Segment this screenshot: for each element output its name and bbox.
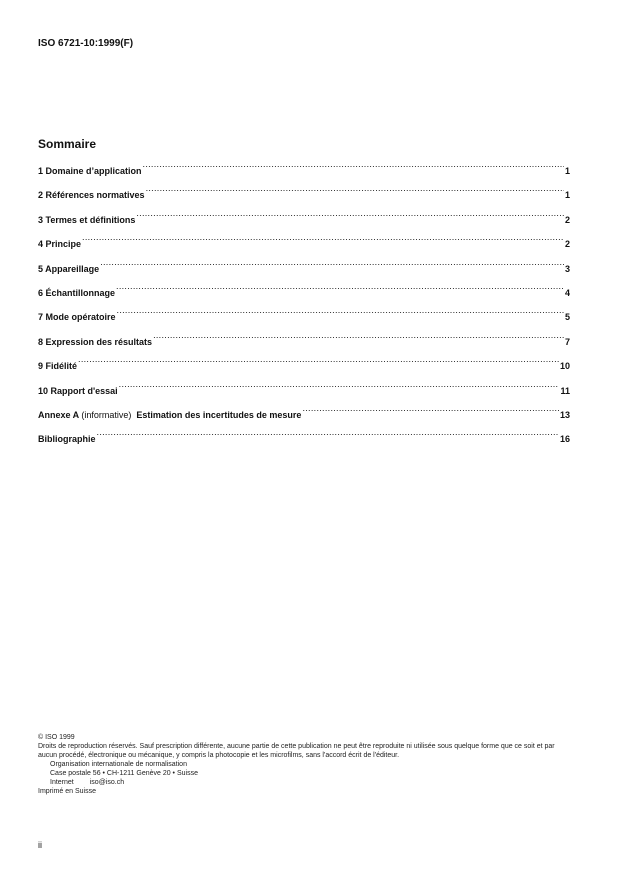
toc-entry-page: 16 (559, 434, 570, 445)
toc-entry-2[interactable] (38, 188, 570, 212)
toc-entry-5[interactable] (38, 262, 570, 286)
toc-entry-label: 8 Expression des résultats (38, 336, 153, 347)
toc-entry-6[interactable] (38, 286, 570, 310)
toc-entry-label: 9 Fidélité (38, 361, 78, 372)
toc-entry-label: 10 Rapport d'essai (38, 385, 118, 396)
toc-leader (136, 211, 564, 221)
toc-leader (116, 284, 564, 294)
toc-entry-8[interactable] (38, 335, 570, 359)
annex-title: Estimation des incertitudes de mesure (136, 409, 302, 420)
toc-entry-page: 1 (564, 166, 570, 176)
toc-entry-label: 4 Principe (38, 239, 82, 250)
toc-leader (302, 406, 559, 416)
toc-leader (117, 308, 564, 318)
toc-entry-1[interactable] (38, 164, 570, 188)
toc-leader (100, 260, 564, 270)
toc-entry-page: 11 (560, 385, 570, 396)
toc-leader (153, 333, 564, 343)
toc-entry-7[interactable] (38, 310, 570, 334)
toc-leader (119, 382, 560, 392)
toc-entry-bibliography[interactable] (38, 432, 570, 456)
internet-contact (38, 778, 573, 787)
rights-text: Droits de reproduction réservés. Sauf prescription différente, aucune partie de cette publication ne peut être reproduite ni utilisée sous quelque forme que ce soit et par aucun procédé, électronique ou mécanique, y compris la photocopie et les microfilms, sans l'accord écrit de l'éditeur. (38, 743, 555, 759)
toc-entry-page: 3 (564, 263, 570, 274)
toc-entry-3[interactable] (38, 213, 570, 237)
toc-entry-page: 4 (564, 287, 570, 298)
toc-leader (146, 186, 564, 196)
annex-label: Annexe A (38, 409, 79, 420)
copyright-notice (38, 733, 573, 796)
toc-entry-page: 2 (564, 239, 570, 250)
toc-entry-label: 1 Domaine d’application (38, 166, 142, 176)
toc-entry-9[interactable] (38, 359, 570, 383)
toc-entry-label: 5 Appareillage (38, 263, 100, 274)
organization-name: Organisation internationale de normalisation (50, 761, 187, 768)
internet-email[interactable]: iso@iso.ch (89, 779, 125, 786)
toc-entry-label (38, 410, 301, 420)
toc-entry-page: 5 (564, 312, 570, 323)
toc-leader (97, 430, 559, 440)
internet-label: Internet (50, 779, 74, 786)
table-of-contents (38, 164, 570, 457)
postal-address: Case postale 56 • CH-1211 Genève 20 • Suisse (50, 770, 198, 777)
copyright-line: © ISO 1999 (38, 734, 75, 741)
toc-leader (82, 235, 564, 245)
toc-entry-page: 1 (564, 190, 570, 201)
toc-entry-label: Bibliographie (38, 434, 96, 445)
toc-entry-page: 2 (564, 214, 570, 225)
toc-entry-label: 7 Mode opératoire (38, 312, 116, 323)
toc-entry-label: 6 Échantillonnage (38, 287, 116, 298)
page-number: ii (38, 840, 42, 850)
toc-entry-4[interactable] (38, 237, 570, 261)
toc-entry-annex-a[interactable] (38, 408, 570, 432)
toc-entry-10[interactable] (38, 384, 570, 408)
toc-leader (143, 162, 564, 172)
toc-title: Sommaire (38, 137, 97, 151)
toc-entry-label: 2 Références normatives (38, 190, 145, 201)
toc-entry-page: 7 (564, 336, 570, 347)
toc-entry-page: 10 (559, 361, 570, 372)
toc-entry-page: 13 (559, 409, 570, 420)
toc-leader (78, 357, 559, 367)
printed-in: Imprimé en Suisse (38, 788, 96, 795)
annex-type: (informative) (81, 409, 132, 420)
document-id: ISO 6721-10:1999(F) (38, 38, 134, 49)
toc-entry-label: 3 Termes et définitions (38, 214, 136, 225)
